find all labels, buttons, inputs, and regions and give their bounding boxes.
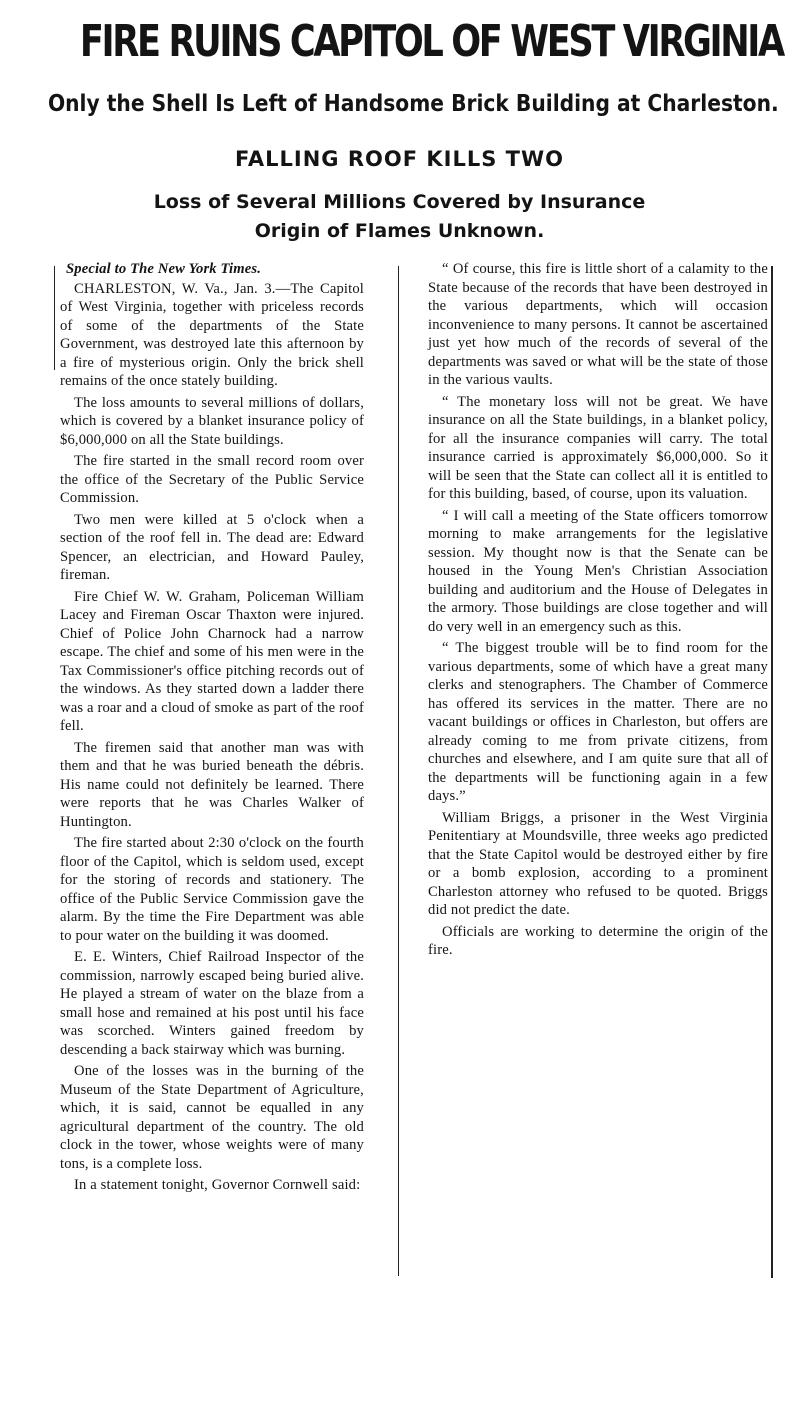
article-column-1 bbox=[60, 260, 364, 1198]
paragraph: Two men were killed at 5 o'clock when a section of the roof fell in. The dead are: Edward Spencer, an electrician, and Howard Pauley, fireman. bbox=[60, 511, 364, 583]
paragraph: “ The monetary loss will not be great. We have insurance on all the State buildings, in a blanket policy, for all the insurance companies will carry. The total insurance carried is approximately $6,000,000. So it will be seen that the State can collect all it is entitled to for this building, based, of course, upon its valuation. bbox=[428, 393, 768, 502]
headline: FIRE RUINS CAPITOL OF WEST VIRGINIA bbox=[79, 16, 783, 67]
right-column-rule bbox=[771, 266, 773, 1278]
second-deck: FALLING ROOF KILLS TWO bbox=[234, 147, 565, 171]
paragraph: “ I will call a meeting of the State officers tomorrow morning to make arrangements for the legislative session. My thought now is that the Senate can be housed in the Young Men's Christian Association building and auditorium and the House of Delegates in the armory. Those buildings are close together and will do very well in an emergency such as this. bbox=[428, 507, 768, 635]
paragraph: “ Of course, this fire is little short of a calamity to the State because of the records that have been destroyed in the various departments, which will occasion inconvenience to many persons. It cannot be ascertained just yet how much of the records of several of the departments was saved or what will be the state of those in the various vaults. bbox=[428, 261, 768, 388]
paragraph: “ The biggest trouble will be to find room for the various departments, some of which have a great many clerks and stenographers. The Chamber of Commerce has offered its services in the matter. There are no vacant buildings or offices in Charleston, but offers are already coming to me from private citizens, from churches and elsewhere, and I am quite sure that all of the departments will be functioning again in a few days.” bbox=[428, 640, 768, 804]
paragraph: Fire Chief W. W. Graham, Policeman William Lacey and Fireman Oscar Thaxton were injured. Chief of Police John Charnock had a narrow escape. The chief and some of his men were in the Tax Commissioner's office pitching records out of the windows. As they started down a ladder there was a roar and a cloud of smoke as part of the roof fell. bbox=[60, 588, 364, 734]
article-column-2 bbox=[428, 260, 768, 963]
byline: Special to The New York Times. bbox=[66, 261, 262, 277]
paragraph: The loss amounts to several millions of dollars, which is covered by a blanket insurance policy of $6,000,000 on all the State buildings. bbox=[60, 394, 364, 448]
third-deck-line-2: Origin of Flames Unknown. bbox=[254, 220, 545, 242]
paragraph: CHARLESTON, W. Va., Jan. 3.—The Capitol of West Virginia, together with priceless records of some of the departments of the State Government, was destroyed late this afternoon by a fire of mysterious origin. Only the brick shell remains of the once stately building. bbox=[60, 280, 364, 389]
third-deck-line-1: Loss of Several Millions Covered by Insurance bbox=[153, 191, 646, 213]
paragraph: Officials are working to determine the origin of the fire. bbox=[428, 923, 768, 958]
center-column-rule bbox=[398, 266, 399, 1276]
third-deck bbox=[0, 188, 799, 246]
paragraph: William Briggs, a prisoner in the West Virginia Penitentiary at Moundsville, three weeks ago predicted that the State Capitol would be destroyed either by fire or a bomb explosion, according to a prominent Charleston attorney who refused to be quoted. Briggs did not predict the date. bbox=[428, 809, 768, 918]
left-column-rule bbox=[54, 266, 55, 370]
paragraph: E. E. Winters, Chief Railroad Inspector of the commission, narrowly escaped being buried alive. He played a stream of water on the blaze from a small hose and remained at his post until his face was scorched. Winters gained freedom by descending a back stairway which was burning. bbox=[60, 949, 364, 1058]
paragraph: The firemen said that another man was with them and that he was buried beneath the débris. His name could not definitely be learned. There were reports that he was Charles Walker of Huntington. bbox=[60, 739, 364, 830]
paragraph: The fire started in the small record room over the office of the Secretary of the Public Service Commission. bbox=[60, 453, 364, 506]
paragraph: In a statement tonight, Governor Cornwell said: bbox=[74, 1177, 361, 1193]
paragraph: One of the losses was in the burning of the Museum of the State Department of Agriculture, which, it is said, cannot be equalled in any agricultural department of the country. The old clock in the tower, whose weights were of many tons, is a complete loss. bbox=[60, 1063, 364, 1172]
paragraph: The fire started about 2:30 o'clock on the fourth floor of the Capitol, which is seldom used, except for the storing of records and stationery. The office of the Public Service Commission gave the alarm. By the time the Fire Department was able to pour water on the building it was doomed. bbox=[60, 835, 364, 944]
subheadline: Only the Shell Is Left of Handsome Brick Building at Charleston. bbox=[47, 91, 779, 117]
